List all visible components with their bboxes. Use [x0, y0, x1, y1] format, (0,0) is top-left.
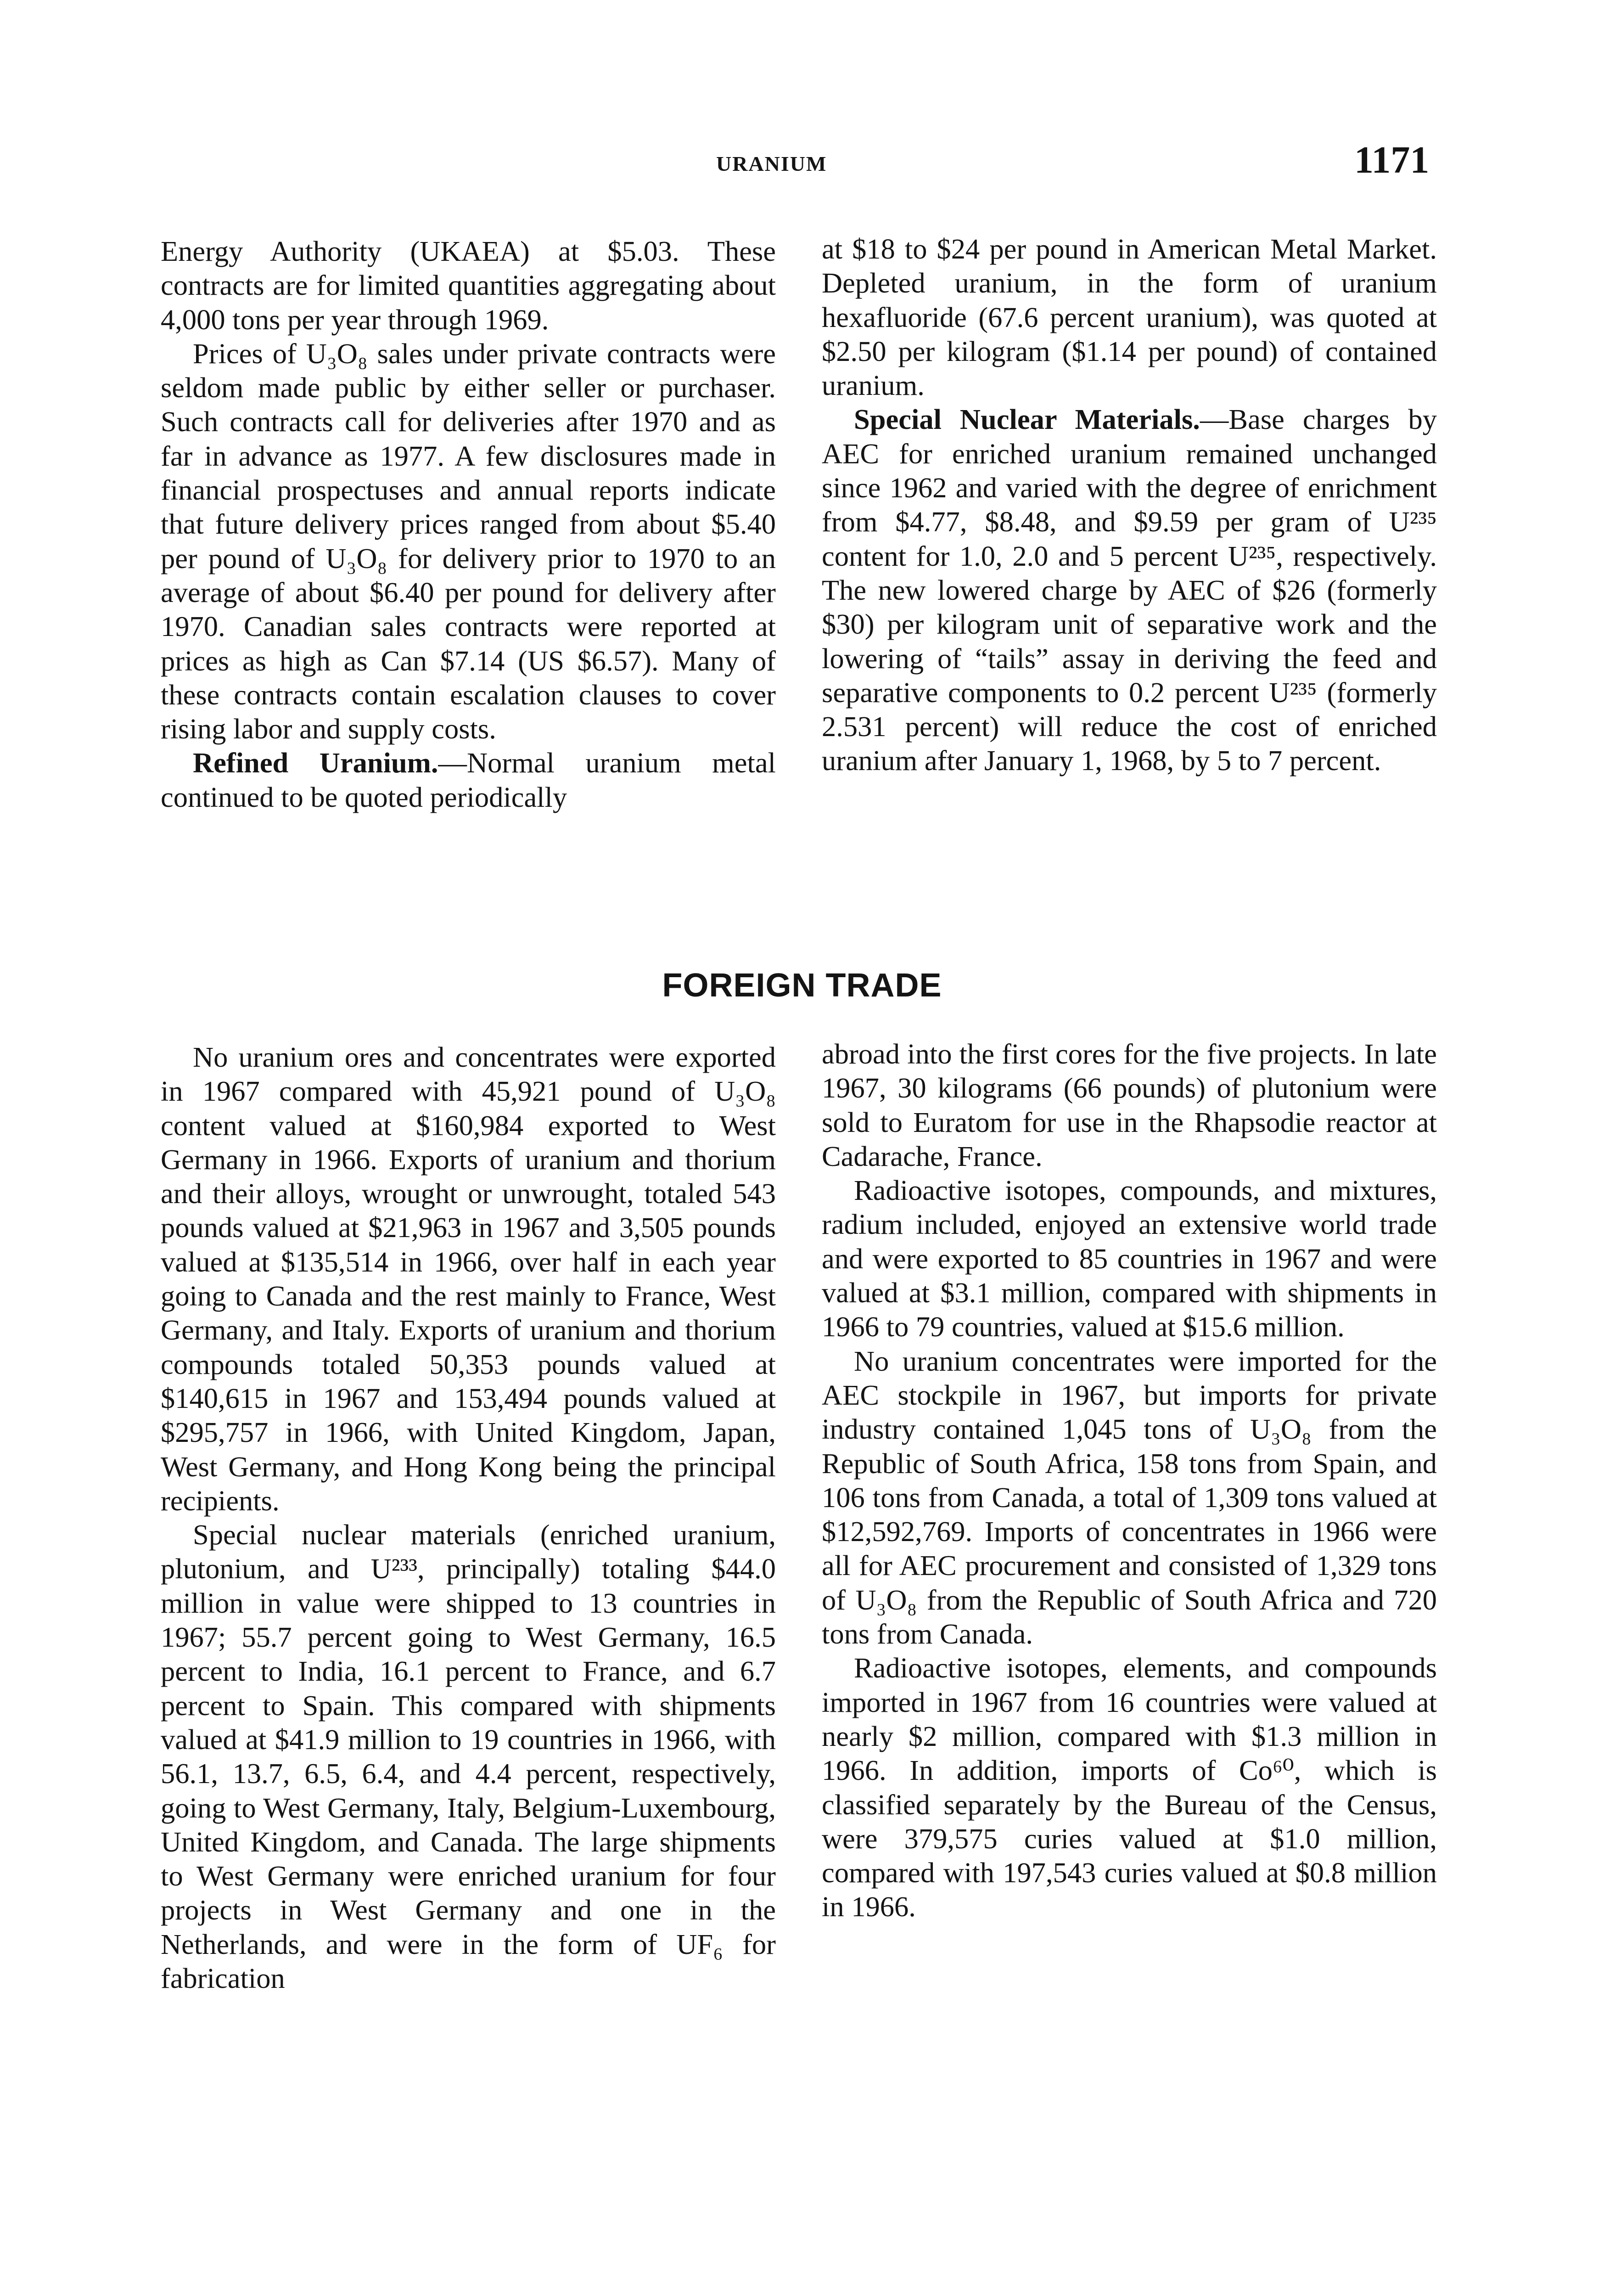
run-in-heading: Refined Uranium.	[193, 747, 438, 779]
run-in-heading: Special Nuclear Materials.	[854, 403, 1200, 436]
paragraph	[822, 402, 1437, 777]
paragraph: Radioactive isotopes, compounds, and mixtures, radium included, enjoyed an extensive world trade and were exported to 85 countries in 1967 and were valued at $3.1 million, compared with shipments in 1966 to 79 countries, valued at $15.6 million.	[822, 1174, 1437, 1343]
section-title: FOREIGN TRADE	[662, 967, 942, 1004]
paragraph-text: —Base charges by AEC for enriched uranium remained unchanged since 1962 and varied with the degree of enrichment from $4.77, $8.48, and $9.59 per gram of U²³⁵ content for 1.0, 2.0 and 5 percent U²³⁵, respectively. The new lowered charge by AEC of $26 (formerly $30) per kilogram unit of separative work and the lowering of “tails” assay in deriving the feed and separative components to 0.2 percent U²³⁵ (formerly 2.531 percent) will reduce the cost of enriched uranium after January 1, 1968, by 5 to 7 percent.	[822, 403, 1437, 777]
paragraph: No uranium ores and concentrates were exported in 1967 compared with 45,921 pound of U₃O₈ content valued at $160,984 exported to West Germany in 1966. Exports of uranium and thorium and their alloys, wrought or unwrought, totaled 543 pounds valued at $21,963 in 1967 and 3,505 pounds valued at $135,514 in 1966, over half in each year going to Canada and the rest mainly to France, West Germany, and Italy. Exports of uranium and thorium compounds totaled 50,353 pounds valued at $140,615 in 1967 and 153,494 pounds valued at $295,757 in 1966, with United Kingdom, Japan, West Germany, and Hong Kong being the principal recipients.	[161, 1041, 776, 1517]
paragraph: Energy Authority (UKAEA) at $5.03. These contracts are for limited quantities aggregating about 4,000 tons per year through 1969.	[161, 235, 776, 336]
paragraph: No uranium concentrates were imported for the AEC stockpile in 1967, but imports for private industry contained 1,045 tons of U₃O₈ from the Republic of South Africa, 158 tons from Spain, and 106 tons from Canada, a total of 1,309 tons valued at $12,592,769. Imports of concentrates in 1966 were all for AEC procurement and consisted of 1,329 tons of U₃O₈ from the Republic of South Africa and 720 tons from Canada.	[822, 1345, 1437, 1650]
paragraph: at $18 to $24 per pound in American Metal Market. Depleted uranium, in the form of uranium hexafluoride (67.6 percent uranium), was quoted at $2.50 per kilogram ($1.14 per pound) of contained uranium.	[822, 233, 1437, 402]
bottom-right-column	[822, 1037, 1437, 1924]
paragraph-text: —Normal uranium metal continued to be quoted periodically	[161, 747, 776, 813]
bottom-left-column	[161, 1040, 776, 1995]
top-right-column	[822, 232, 1437, 778]
paragraph: abroad into the first cores for the five projects. In late 1967, 30 kilograms (66 pounds) of plutonium were sold to Euratom for use in the Rhapsodie reactor at Cadarache, France.	[822, 1038, 1437, 1172]
top-left-column	[161, 234, 776, 814]
running-head: URANIUM	[716, 152, 827, 175]
paragraph: Radioactive isotopes, elements, and compounds imported in 1967 from 16 countries were valued at nearly $2 million, compared with $1.3 million in 1966. In addition, imports of Co⁶⁰, which is classified separately by the Bureau of the Census, were 379,575 curies valued at $1.0 million, compared with 197,543 curies valued at $0.8 million in 1966.	[822, 1652, 1437, 1923]
paragraph: Special nuclear materials (enriched uranium, plutonium, and U²³³, principally) totaling $44.0 million in value were shipped to 13 countries in 1967; 55.7 percent going to West Germany, 16.5 percent to India, 16.1 percent to France, and 6.7 percent to Spain. This compared with shipments valued at $41.9 million to 19 countries in 1966, with 56.1, 13.7, 6.5, 6.4, and 4.4 percent, respectively, going to West Germany, Italy, Belgium-Luxembourg, United Kingdom, and Canada. The large shipments to West Germany were enriched uranium for four projects in West Germany and one in the Netherlands, and were in the form of UF₆ for fabrication	[161, 1519, 776, 1995]
paragraph: Prices of U₃O₈ sales under private contracts were seldom made public by either seller or purchaser. Such contracts call for deliveries after 1970 and as far in advance as 1977. A few disclosures made in financial prospectuses and annual reports indicate that future delivery prices ranged from about $5.40 per pound of U₃O₈ for delivery prior to 1970 to an average of about $6.40 per pound for delivery after 1970. Canadian sales contracts were reported at prices as high as Can $7.14 (US $6.57). Many of these contracts contain escalation clauses to cover rising labor and supply costs.	[161, 337, 776, 745]
paragraph	[161, 746, 776, 814]
page-number: 1171	[1354, 139, 1430, 181]
